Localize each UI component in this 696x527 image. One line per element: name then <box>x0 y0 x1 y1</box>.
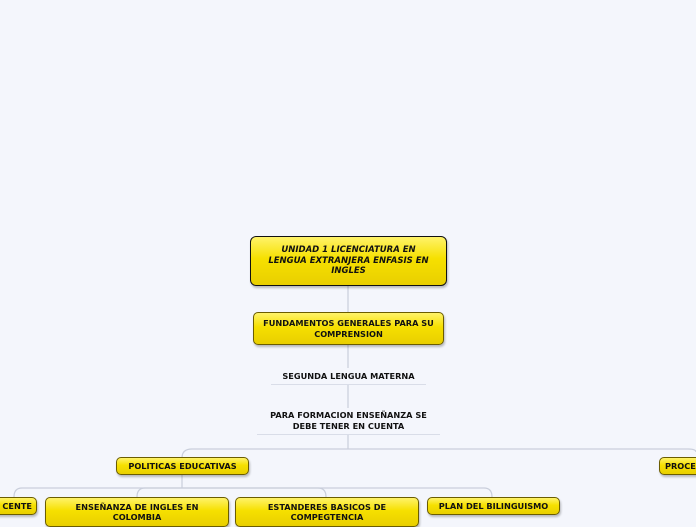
root-topic-node[interactable] <box>250 236 447 286</box>
proce-node[interactable] <box>659 457 696 475</box>
connector-politicas-plan <box>182 488 492 497</box>
connector-politicas-estandares <box>182 488 326 497</box>
politicas-label: POLITICAS EDUCATIVAS <box>128 460 237 471</box>
fundamentos-node[interactable] <box>253 312 444 345</box>
connector-hub-proce <box>348 449 696 452</box>
connector-politicas-cente <box>14 488 182 497</box>
proce-label: PROCE <box>665 460 696 471</box>
estandares-node[interactable] <box>235 497 419 527</box>
segunda-lengua-node[interactable] <box>271 371 426 385</box>
plan-label: PLAN DEL BILINGUISMO <box>438 500 549 511</box>
cente-label: CENTE <box>2 500 32 511</box>
fundamentos-label: FUNDAMENTOS GENERALES PARA SU COMPRENSION <box>263 318 434 339</box>
ensenanza-node[interactable] <box>45 497 229 527</box>
ensenanza-label: ENSEÑANZA DE INGLES EN COLOMBIA <box>75 502 199 523</box>
cente-node[interactable] <box>0 497 37 515</box>
connector-politicas-ensenanza <box>137 488 182 497</box>
segunda-lengua-label: SEGUNDA LENGUA MATERNA <box>282 371 415 381</box>
plan-node[interactable] <box>427 497 560 515</box>
formacion-label: PARA FORMACION ENSEÑANZA SE DEBE TENER EN CUENTA <box>270 410 427 431</box>
estandares-label: ESTANDERES BASICOS DE COMPEGTENCIA <box>267 502 387 523</box>
root-topic-label: UNIDAD 1 LICENCIATURA EN LENGUA EXTRANJERA ENFASIS EN INGLES <box>268 245 429 277</box>
formacion-node[interactable] <box>257 410 440 435</box>
politicas-node[interactable] <box>116 457 249 475</box>
